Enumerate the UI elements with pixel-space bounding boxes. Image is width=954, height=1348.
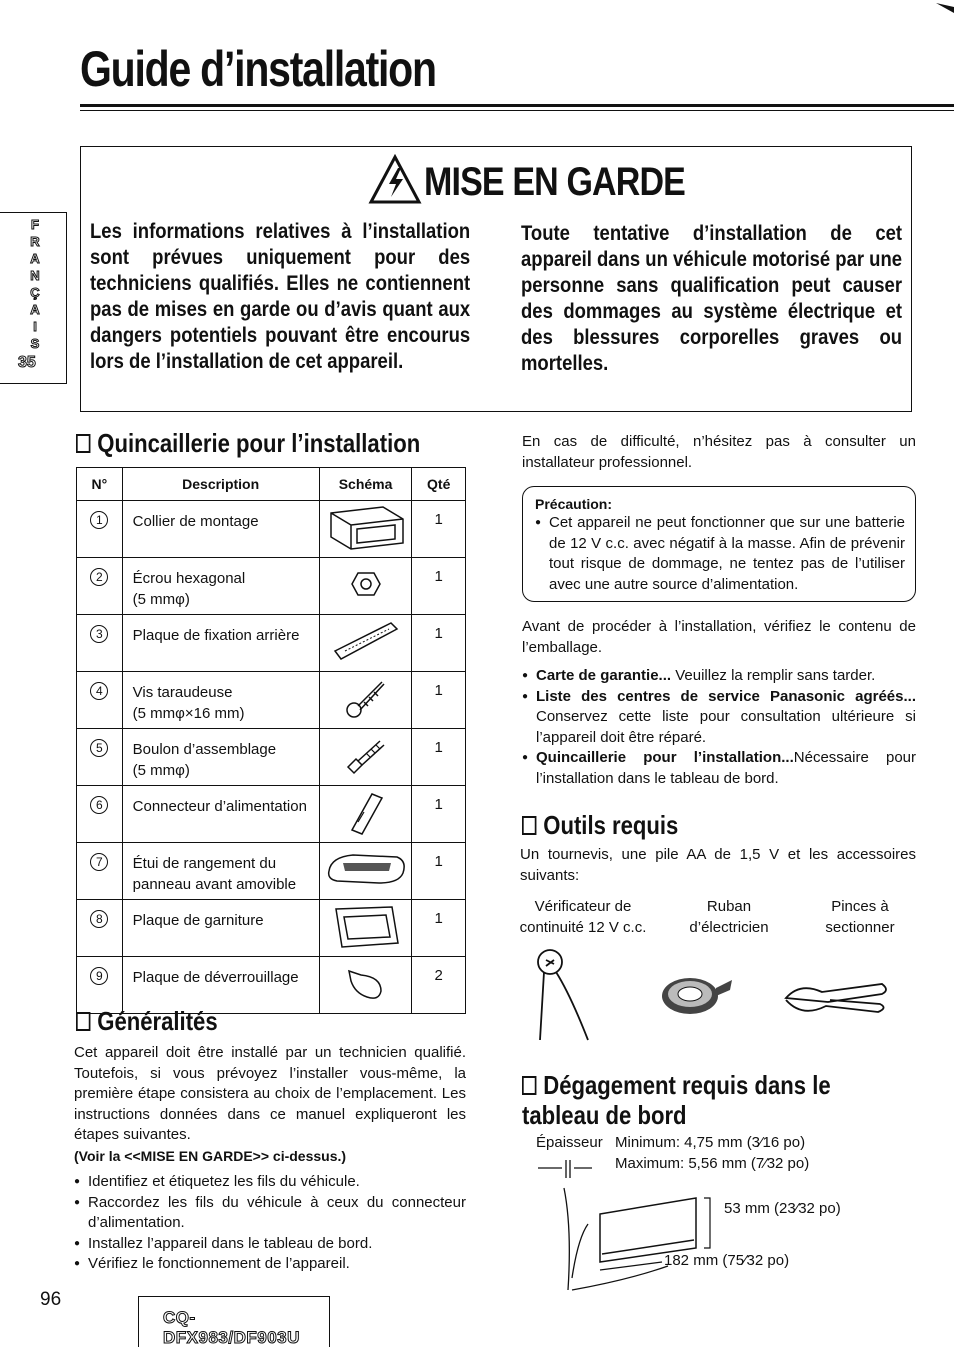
item-qty: 2 (412, 957, 466, 1014)
tapping-screw-icon (344, 676, 388, 720)
item-qty: 1 (412, 501, 466, 558)
item-qty: 1 (412, 786, 466, 843)
page-title: Guide d’installation (80, 41, 436, 97)
precaution-box (522, 486, 916, 602)
item-description: Étui de rangement du (132, 855, 277, 872)
table-row (77, 501, 466, 558)
item-qty: 1 (412, 558, 466, 615)
width-value: 182 mm (75⁄32 po) (664, 1252, 790, 1269)
list-item: ● Installez l’appareil dans le tableau de bord. (74, 1234, 466, 1255)
tool-label: Ruban d’électricien (689, 898, 769, 936)
item-number: 2 (90, 568, 108, 586)
item-number: 3 (90, 625, 108, 643)
item-description: Boulon d’assemblage (132, 741, 277, 758)
page-number: 96 (40, 1289, 62, 1310)
continuity-tester-icon (526, 944, 596, 1049)
table-row (77, 900, 466, 957)
table-row (77, 786, 466, 843)
tools-heading: Outils requis (522, 810, 678, 841)
checkbox-icon (76, 1012, 90, 1031)
item-qty: 1 (412, 900, 466, 957)
model-label: CQ-DFX983/DF903U (163, 1308, 300, 1347)
item-number: 8 (90, 910, 108, 928)
header-description: Description (122, 468, 319, 501)
hardware-heading: Quincaillerie pour l’installation (76, 428, 420, 459)
carrying-case-icon (323, 849, 409, 889)
table-row: 2 Écrou hexagonal (5 mmφ) 1 (77, 558, 466, 615)
item-number: 4 (90, 682, 108, 700)
maximum-value: Maximum: 5,56 mm (7⁄32 po) (615, 1155, 810, 1172)
before-text: Avant de procéder à l’installation, vérifiez le contenu de l’emballage. (522, 618, 916, 656)
warning-text-left: Les informations relatives à l’installation sont prévues uniquement pour des techniciens qualifiés. Elles ne contiennent pas de mises en garde ou d’avis quant aux dangers potentiels pouvant être encourus lors de l’installation de cet appareil. (90, 220, 471, 373)
removal-plate-icon (341, 963, 391, 1003)
item-number: 1 (90, 511, 108, 529)
general-bullets (74, 1172, 466, 1275)
item-qty: 1 (412, 672, 466, 729)
precaution-list (535, 513, 905, 595)
item-number: 6 (90, 796, 108, 814)
hardware-table (76, 467, 466, 1014)
rear-strap-icon (331, 619, 401, 663)
minimum-value: Minimum: 4,75 mm (3⁄16 po) (615, 1134, 806, 1151)
table-header-row (77, 468, 466, 501)
title-rule-thin (80, 110, 954, 111)
item-description: Plaque de garniture (132, 912, 264, 929)
checkbox-icon (522, 1076, 536, 1095)
list-item: ● Raccordez les fils du véhicule à ceux du connecteur d’alimentation. (74, 1193, 466, 1234)
clearance-diagram (538, 1158, 738, 1299)
warning-title: MISE EN GARDE (424, 160, 685, 204)
language-tab-letters: F R A N Ç A I S (30, 217, 40, 351)
electrical-tape-icon (656, 970, 736, 1025)
item-number: 9 (90, 967, 108, 985)
list-item: ● Carte de garantie... Veuillez la remplir sans tarder. (522, 666, 916, 687)
table-row: 5 Boulon d’assemblage (5 mmφ) 1 (77, 729, 466, 786)
list-item: ● Liste des centres de service Panasonic agréés... Conservez cette liste pour consultation ultérieure si l’appareil doit être réparé. (522, 687, 916, 749)
intro-text: En cas de difficulté, n’hésitez pas à consulter un installateur professionnel. (522, 433, 916, 471)
mounting-bolt-icon (344, 733, 388, 777)
item-description: Collier de montage (132, 513, 259, 530)
checkbox-icon (76, 434, 90, 453)
table-row (77, 615, 466, 672)
precaution-text: ● Cet appareil ne peut fonctionner que sur une batterie de 12 V c.c. avec négatif à la masse. Afin de prévenir tout risque de dommage, ne tentez pas de l’utiliser avec une autre source d’alimentation. (535, 513, 905, 595)
power-connector-icon (346, 788, 386, 836)
item-description: Écrou hexagonal (132, 570, 246, 587)
item-description: Plaque de déverrouillage (132, 969, 299, 986)
item-qty: 1 (412, 729, 466, 786)
list-item: ● Quincaillerie pour l’installation...Nécessaire pour l’installation dans le tableau de bord. (522, 748, 916, 789)
item-description: Connecteur d’alimentation (132, 798, 307, 815)
general-note: (Voir la <<MISE EN GARDE>> ci-dessus.) (74, 1147, 347, 1164)
list-item: ● Identifiez et étiquetez les fils du véhicule. (74, 1172, 466, 1193)
item-qty: 1 (412, 843, 466, 900)
table-row (77, 957, 466, 1014)
hex-nut-icon (346, 569, 386, 599)
contents-list (522, 666, 916, 789)
header-qty: Qté (412, 468, 466, 501)
item-number: 5 (90, 739, 108, 757)
warning-text-right: Toute tentative d’installation de cet appareil dans un véhicule motorisé par une personne sans qualification peut causer des dommages au système électrique et des blessures corporelles graves ou mortelles. (521, 222, 903, 375)
list-item: ● Vérifiez le fonctionnement de l’appareil. (74, 1254, 466, 1275)
item-description: Vis taraudeuse (132, 684, 233, 701)
cutting-pliers-icon (782, 972, 892, 1027)
section-number: 35 (18, 354, 36, 371)
precaution-title: Précaution: (535, 496, 613, 512)
item-qty: 1 (412, 615, 466, 672)
tool-label: Vérificateur de continuité 12 V c.c. (519, 898, 647, 936)
table-row: 7 Étui de rangement du panneau avant amovible 1 (77, 843, 466, 900)
thickness-label: Épaisseur (536, 1134, 603, 1151)
checkbox-icon (522, 816, 536, 835)
table-row: 4 Vis taraudeuse (5 mmφ×16 mm) 1 (77, 672, 466, 729)
model-label-box (138, 1296, 330, 1347)
contents-section (522, 617, 916, 789)
header-schema: Schéma (319, 468, 412, 501)
mounting-collar-icon (323, 503, 409, 551)
item-number: 7 (90, 853, 108, 871)
tool-label: Pinces à sectionner (825, 898, 895, 936)
general-text: Cet appareil doit être installé par un technicien qualifié. Toutefois, si vous prévoyez l’installer vous-même, la première étape consistera au choix de l’emplacement. Les instructions données dans ce manuel expliqueront les étapes suivantes. (74, 1044, 466, 1143)
title-rule (80, 104, 954, 107)
header-num: N° (77, 468, 123, 501)
tools-text: Un tournevis, une pile AA de 1,5 V et les accessoires suivants: (520, 846, 916, 884)
clearance-heading: Dégagement requis dans le tableau de bord (522, 1070, 831, 1130)
item-description: Plaque de fixation arrière (132, 627, 300, 644)
trim-plate-icon (326, 903, 406, 949)
warning-triangle-icon (368, 154, 422, 206)
corner-mark (936, 0, 954, 10)
height-value: 53 mm (23⁄32 po) (724, 1200, 841, 1217)
general-heading: Généralités (76, 1006, 218, 1037)
general-section (74, 1043, 466, 1275)
